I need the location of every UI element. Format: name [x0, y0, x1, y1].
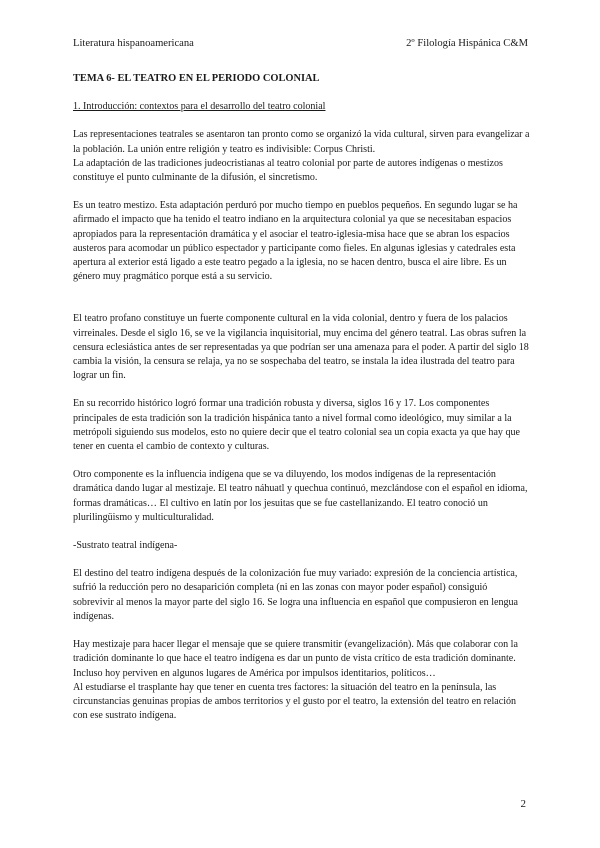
- chapter-title: TEMA 6- EL TEATRO EN EL PERIODO COLONIAL: [73, 73, 320, 84]
- header-degree: 2º Filología Hispánica C&M: [406, 38, 528, 49]
- paragraph: Otro componente es la influencia indígena que se va diluyendo, los modos indígenas de la representación dramática dando lugar al mestizaje. El teatro náhuatl y quechua continuó, mezclándose con el español en idioma, formas dramáticas… El cultivo en latín por los jesuitas que se fue castellanizando. El teatro conoció un plurilingüismo y multiculturalidad.: [73, 469, 528, 523]
- subsection-heading: -Sustrato teatral indígena-: [73, 540, 178, 552]
- page-number: 2: [520, 798, 526, 810]
- paragraph: Las representaciones teatrales se asentaron tan pronto como se organizó la vida cultural, sirven para evangelizar a la población. La unión entre religión y teatro es indivisible: Corpus Christi.: [73, 129, 530, 155]
- section-heading: 1. Introducción: contextos para el desarrollo del teatro colonial: [73, 101, 326, 113]
- page-header: [73, 38, 528, 49]
- paragraph: El destino del teatro indígena después de la colonización fue muy variado: expresión de la conciencia artística, sufrió la reducción pero no desaparición completa (ni en las zonas con mayor poder español) consiguió sobrevivir al menos la mayor parte del siglo 16. Se logra una influencia en español que compusieron en lengua indígenas.: [73, 568, 519, 622]
- paragraph: Hay mestizaje para hacer llegar el mensaje que se quiere transmitir (evangelización). Más que colaborar con la tradición dominante lo que hace el teatro indígena es dar un punto de vista crítico de esta tradición dominante. Incluso hoy perviven en algunos lugares de América por impulsos identitarios, políticos…: [73, 639, 518, 679]
- header-course: Literatura hispanoamericana: [73, 38, 194, 49]
- document-body: [73, 72, 530, 723]
- paragraph: El teatro profano constituye un fuerte componente cultural en la vida colonial, dentro y fuera de los palacios virreinales. Desde el siglo 16, se ve la vigilancia inquisitorial, muy encima del género teatral. Las obras sufren la censura eclesiástica antes de ser representadas ya que podrían ser una amenaza para el poder. A partir del siglo 18 cambia la visión, la censura se relaja, ya no se sospechaba del teatro, se instala la idea ilustrada del teatro para lograr un fin.: [73, 313, 529, 382]
- paragraph: En su recorrido histórico logró formar una tradición robusta y diversa, siglos 16 y 17. Los componentes principales de esta tradición son la tradición hispánica tanto a nivel formal como ideológico, muy similar a la metrópoli siguiendo sus modelos, esto no quiere decir que el teatro colonial sea un copia exacta ya que hay que tener en cuenta el cambio de contexto y culturas.: [73, 398, 520, 453]
- paragraph: Es un teatro mestizo. Esta adaptación perduró por mucho tiempo en pueblos pequeños. En segundo lugar se ha afirmado el impacto que ha tenido el teatro indiano en la arquitectura colonial ya que se necesitaban espacios apropiados para la representación dramática y el asociar el teatro-iglesia-misa hace que se abran los espacios austeros para acomodar un público espectador y participante como fieles. En algunas iglesias y catedrales esta apertura al exterior está ligado a este teatro pegado a la iglesia, no se hacen dentro, busca el aire libre. Es un género muy pragmático porque está a su servicio.: [73, 200, 518, 283]
- paragraph: Al estudiarse el trasplante hay que tener en cuenta tres factores: la situación del teatro en la península, las circunstancias genuinas propias de ambos territorios y el gusto por el teatro, la extensión del teatro en relación con ese sustrato indígena.: [73, 681, 517, 722]
- paragraph: La adaptación de las tradiciones judeocristianas al teatro colonial por parte de autores indígenas o mestizos constituye el punto culminante de la difusión, el sincretismo.: [73, 157, 503, 184]
